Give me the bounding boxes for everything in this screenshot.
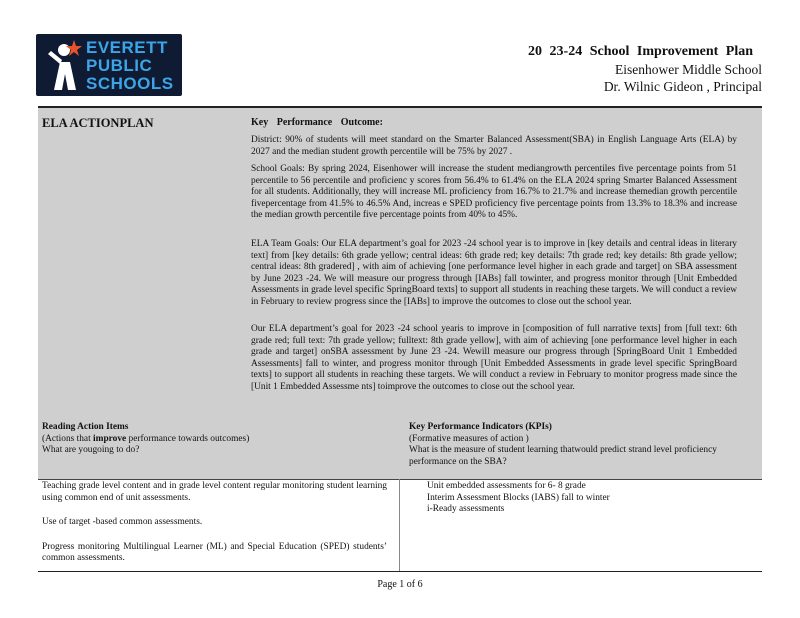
kpi-item: i-Ready assessments: [411, 504, 751, 516]
outcome-heading: Key Performance Outcome:: [251, 117, 383, 128]
principal-name: Dr. Wilnic Gideon , Principal: [603, 79, 762, 94]
district-goal-paragraph: District: 90% of students will meet standard on the Smarter Balanced Assessment(SBA) in English Language Arts (ELA) by 2027 and the median student growth percentile will be 75% by 2027 .: [251, 135, 737, 157]
district-logo: [36, 34, 182, 96]
kpi-header: [409, 422, 749, 468]
logo-line-2: PUBLIC: [86, 56, 153, 75]
kpi-item: Interim Assessment Blocks (IABS) fall to winter: [411, 493, 751, 505]
school-name: Eisenhower Middle School: [615, 62, 762, 77]
narrative-goal-paragraph: Our ELA department’s goal for 2023 -24 school yearis to improve in [composition of full narrative texts] from [full text: 6th grade red; full text: 7th grade yellow; fulltext: 8th grade yellow], with aim of achieving [one performance level higher in each grade and target] onSBA assessment by June 23 -24. Wewill measure our progress through [SpringBoard Unit 1 Embedded Assessments] fall to winter, and progress monitor through [Unit Embedded Assessments in grade level specific SpringBoard texts] to support all students in reaching these targets. We will conduct a review in February to monitor progress made since the [Unit 1 Embedded Assessme nts] toimprove the outcomes to close out the school year.: [251, 324, 737, 392]
ela-plan-title: ELA ACTIONPLAN: [42, 116, 154, 130]
footer-rule: [38, 571, 762, 572]
team-goal-paragraph: ELA Team Goals: Our ELA department’s goal for 2023 -24 school year is to improve in [key details and central ideas in literary text] from [key details: 6th grade yellow; central ideas: 6th grade red; key details: 7th grade red; key details: 8th grade yellow; central ideas: 8th gradered] , with aim of achieving [one performance level higher in each grade and target] on SBA assessment by June 2023 -24. We will measure our progress through [IABs] fall towinter, and progress monitor through [Unit Embedded Assessments in grade level specific SpringBoard texts] to support all students in reaching these targets. We will conduct a review in February to review progress since the [IABs] to improve the outcomes to close out the school year.: [251, 239, 737, 307]
reading-actions-subheading: (Actions that improve performance towards outcomes): [42, 433, 250, 444]
action-item: Progress monitoring Multilingual Learner (ML) and Special Education (SPED) students’ common assessments.: [42, 541, 387, 564]
logo-line-3: SCHOOLS: [86, 74, 174, 93]
plan-title: 20 23-24 School Improvement Plan: [528, 44, 753, 59]
kpi-subheading: (Formative measures of action ): [409, 433, 529, 444]
kpi-list: [411, 481, 751, 516]
action-items-list: [42, 481, 387, 578]
school-goal-paragraph: School Goals: By spring 2024, Eisenhower will increase the student mediangrowth percentiles five percentage points from 51 percentile to 56 percentile and proficienc y scores from 56.4% to 61.4% on the ELA 2024 spring Smarter Balanced Assessment for all students. Additionally, they will increase ML proficiency from 16.7% to 21.7% and increase themedian growth percentile fivepercentage from 41.5% to 46.5% And, increas e SPED proficiency five percentage points from 13.3% to 18.3% and increase the median growth percentile five percentage points from 40% to 45%.: [251, 164, 737, 221]
logo-line-1: EVERETT: [86, 38, 168, 57]
kpi-heading: Key Performance Indicators (KPIs): [409, 422, 552, 432]
reading-actions-question: What are yougoing to do?: [42, 445, 140, 456]
bullet-icon: [411, 504, 427, 516]
kpi-item: Unit embedded assessments for 6- 8 grade: [411, 481, 751, 493]
action-item: Teaching grade level content and in grade level content regular monitoring student learning using common end of unit assessments.: [42, 481, 387, 503]
reading-actions-heading: Reading Action Items: [42, 422, 129, 432]
person-star-logo-icon: [44, 40, 84, 92]
kpi-question: What is the measure of student learning thatwould predict strand level proficiency performance on the SBA?: [409, 445, 717, 467]
page-number: Page 1 of 6: [377, 579, 423, 590]
action-item: Use of target -based common assessments.: [42, 517, 203, 528]
reading-actions-header: [42, 422, 392, 457]
bullet-icon: [411, 481, 427, 493]
section-rule: [38, 479, 762, 480]
bullet-icon: [411, 493, 427, 505]
column-divider: [399, 479, 400, 571]
